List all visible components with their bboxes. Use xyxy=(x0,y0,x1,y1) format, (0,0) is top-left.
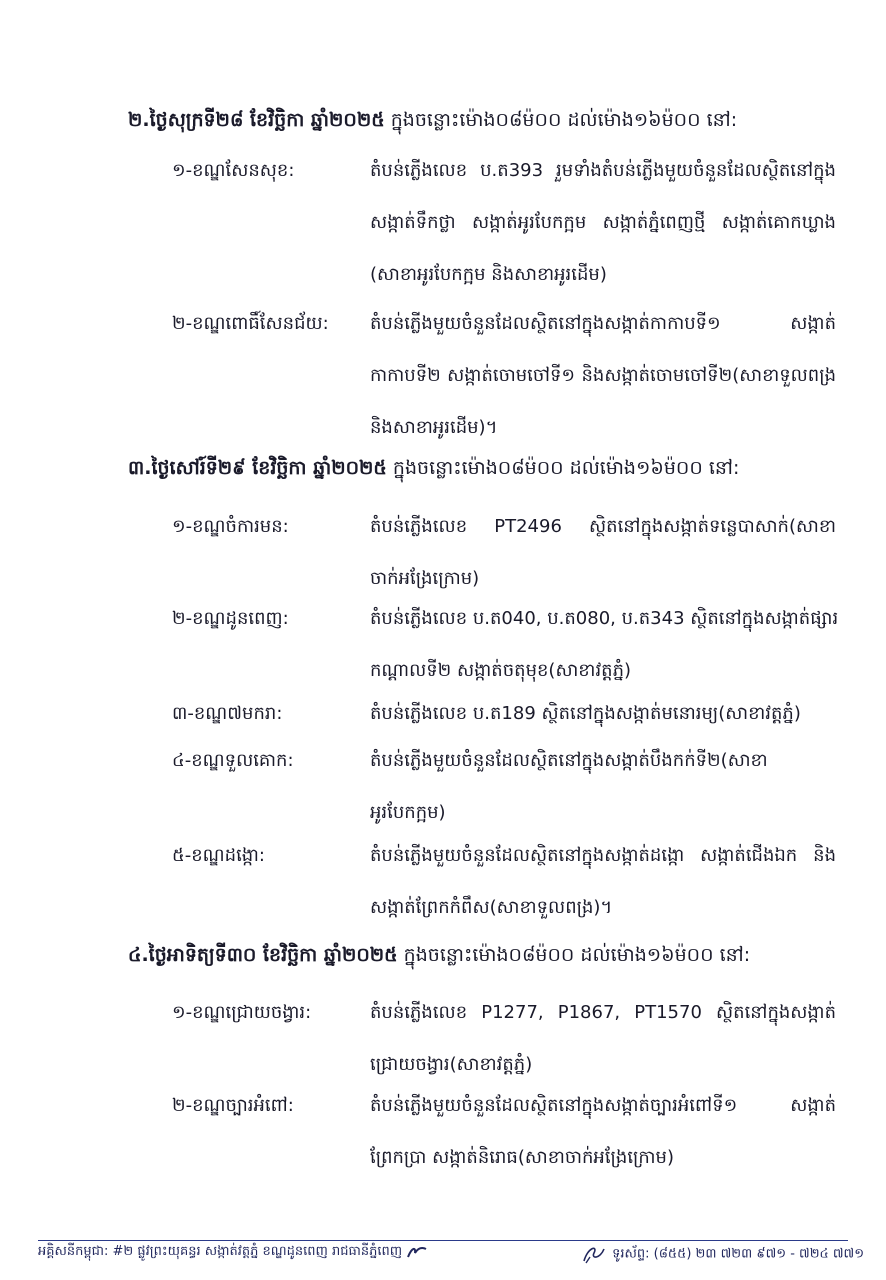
section-date: ៣.ថ្ងៃសៅរ៍ទី២៩ ខែវិច្ឆិកា ឆ្នាំ២០២៥ xyxy=(128,457,387,479)
footer-phone-text: ទូរស័ព្ទ: (៨៥៥) ២៣ ៧២៣ ៩៧១ - ៧២៤ ៧៧១ xyxy=(612,1246,865,1262)
description-line: តំបន់ភ្លើងលេខ ប.ត189 ស្ថិតនៅក្នុងសង្កាត់មនោរម្យ(សាខាវត្តភ្នំ) xyxy=(370,703,801,724)
section-date: ២.ថ្ងៃសុក្រទី២៨ ខែវិច្ឆិកា ឆ្នាំ២០២៥ xyxy=(128,109,385,131)
district-label: ២-ខណ្ឌពោធិ៍សែនជ័យ: xyxy=(172,313,329,334)
district-label: ៣-ខណ្ឌ៧មករា: xyxy=(172,703,283,724)
description-line: តំបន់ភ្លើងមួយចំនួនដែលស្ថិតនៅក្នុងសង្កាត់ដង្កោ សង្កាត់ជើងឯក និង xyxy=(370,845,836,866)
section-heading xyxy=(128,107,848,133)
description-line: តំបន់ភ្លើងមួយចំនួនដែលស្ថិតនៅក្នុងសង្កាត់ច្បារអំពៅទី១ សង្កាត់ xyxy=(370,1095,836,1116)
district-description xyxy=(370,145,836,301)
description-line: តំបន់ភ្លើងមួយចំនួនដែលស្ថិតនៅក្នុងសង្កាត់បឹងកក់ទី២(សាខា xyxy=(370,750,768,771)
edc-logo-icon xyxy=(406,1245,428,1259)
footer-divider xyxy=(38,1240,848,1241)
description-line: (សាខាអូរបែកក្អម និងសាខាអូរដើម) xyxy=(370,264,607,285)
description-line: និងសាខាអូរដើម)។ xyxy=(370,417,498,438)
district-description xyxy=(370,987,836,1091)
district-description xyxy=(370,688,836,740)
section-date: ៤.ថ្ងៃអាទិត្យទី៣០ ខែវិច្ឆិកា ឆ្នាំ២០២៥ xyxy=(128,944,398,966)
district-description xyxy=(370,1080,836,1184)
district-description xyxy=(370,830,836,934)
description-line: តំបន់ភ្លើងមួយចំនួនដែលស្ថិតនៅក្នុងសង្កាត់កាកាបទី១ សង្កាត់ xyxy=(370,313,836,334)
footer-phone xyxy=(580,1243,864,1265)
description-line: តំបន់ភ្លើងលេខ P1277, P1867, PT1570 ស្ថិតនៅក្នុងសង្កាត់ xyxy=(370,1002,836,1023)
district-label: ២-ខណ្ឌច្បារអំពៅ: xyxy=(172,1095,294,1116)
footer-address xyxy=(38,1243,428,1261)
description-line: ជ្រោយចង្វារ(សាខាវត្តភ្នំ) xyxy=(370,1054,533,1075)
section-time: ក្នុងចន្លោះម៉ោង០៨ម៉០០ ដល់ម៉ោង១៦ម៉០០ នៅ: xyxy=(397,944,751,966)
district-label: ៥-ខណ្ឌដង្កោ: xyxy=(172,845,265,866)
description-line: តំបន់ភ្លើងលេខ PT2496 ស្ថិតនៅក្នុងសង្កាត់ទន្លេបាសាក់(សាខា xyxy=(370,516,836,537)
district-label: ១-ខណ្ឌជ្រោយចង្វារ: xyxy=(172,1002,312,1023)
district-description xyxy=(370,593,839,697)
description-line: តំបន់ភ្លើងលេខ ប.ត040, ប.ត080, ប.ត343 ស្ថិតនៅក្នុងសង្កាត់ផ្សារ xyxy=(370,608,839,629)
description-line: ចាក់អង្រែក្រោម) xyxy=(370,568,480,589)
district-label: ២-ខណ្ឌដូនពេញ: xyxy=(172,608,289,629)
description-line: កណ្ដាលទី២ សង្កាត់ចតុមុខ(សាខាវត្តភ្នំ) xyxy=(370,660,632,681)
description-line: កាកាបទី២ សង្កាត់ចោមចៅទី១ និងសង្កាត់ចោមចៅទី២(សាខាទួលពង្រ xyxy=(370,365,836,386)
phone-swirl-icon xyxy=(580,1243,608,1265)
footer-address-text: អគ្គិសនីកម្ពុជា: #២ ផ្លូវព្រះយុគន្ធរ សង្កាត់វត្តភ្នំ ខណ្ឌដូនពេញ រាជធានីភ្នំពេញ xyxy=(38,1244,403,1259)
district-description xyxy=(370,501,836,605)
description-line: អូរបែកក្អម) xyxy=(370,802,446,823)
district-label: ៤-ខណ្ឌទួលគោក: xyxy=(172,750,294,771)
district-label: ១-ខណ្ឌសែនសុខ: xyxy=(172,160,295,181)
description-line: សង្កាត់ព្រែកកំពឹស(សាខាទួលពង្រ)។ xyxy=(370,897,613,918)
section-time: ក្នុងចន្លោះម៉ោង០៨ម៉០០ ដល់ម៉ោង១៦ម៉០០ នៅ: xyxy=(384,109,738,131)
district-description xyxy=(370,735,836,839)
description-line: តំបន់ភ្លើងលេខ ប.ត393 រួមទាំងតំបន់ភ្លើងមួយចំនួនដែលស្ថិតនៅក្នុង xyxy=(370,160,836,181)
description-line: សង្កាត់ទឹកថ្លា សង្កាត់អូរបែកក្អម សង្កាត់ភ្នំពេញថ្មី សង្កាត់គោកឃ្លាង xyxy=(370,212,836,233)
description-line: ព្រែកប្រា សង្កាត់និរោធ(សាខាចាក់អង្រែក្រោម) xyxy=(370,1147,675,1168)
section-heading xyxy=(128,455,848,481)
section-time: ក្នុងចន្លោះម៉ោង០៨ម៉០០ ដល់ម៉ោង១៦ម៉០០ នៅ: xyxy=(386,457,740,479)
section-heading xyxy=(128,942,848,968)
district-description xyxy=(370,298,836,454)
district-label: ១-ខណ្ឌចំការមន: xyxy=(172,516,289,537)
